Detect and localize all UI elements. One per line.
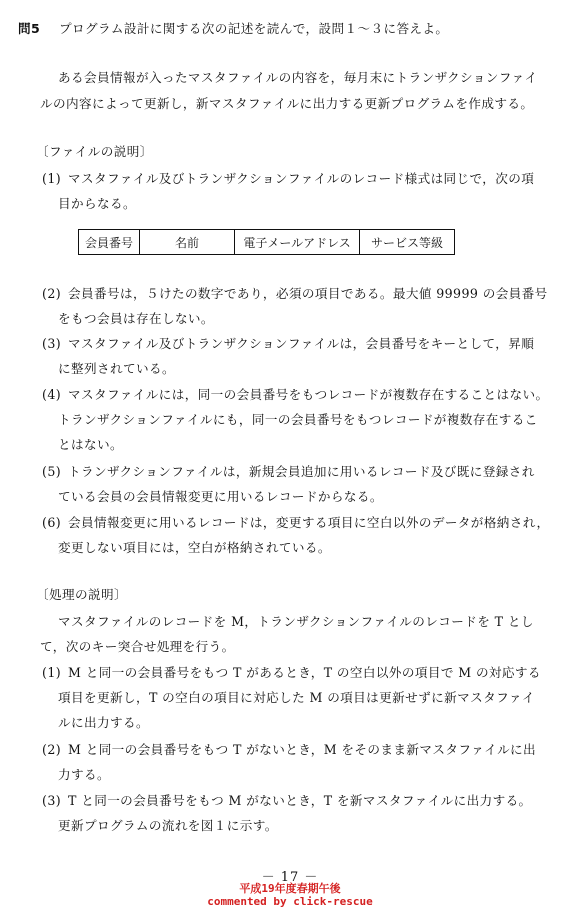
item-text: マスタファイルには，同一の会員番号をもつレコードが複数存在することはない。 <box>68 387 549 402</box>
file-item-6 <box>42 512 550 531</box>
intro-line-1: ある会員情報が入ったマスタファイルの内容を，毎月末にトランザクションファイ <box>58 70 538 85</box>
file-item-5 <box>42 461 535 480</box>
item-number: (1) <box>42 171 62 186</box>
process-item-2-cont: 力する。 <box>58 767 110 782</box>
process-item-1 <box>42 662 541 681</box>
intro-line-2: ルの内容によって更新し，新マスタファイルに出力する更新プログラムを作成する。 <box>40 96 534 111</box>
item-text: マスタファイル及びトランザクションファイルのレコード様式は同じで，次の項 <box>68 171 535 186</box>
file-item-5-cont: ている会員の会員情報変更に用いるレコードからなる。 <box>58 489 383 504</box>
item-text: 会員情報変更に用いるレコードは，変更する項目に空白以外のデータが格納され， <box>68 515 550 530</box>
file-item-1-cont: 目からなる。 <box>58 196 136 211</box>
file-item-3-cont: に整列されている。 <box>58 361 175 376</box>
process-item-2 <box>42 739 536 758</box>
item-text: M と同一の会員番号をもつ T がないとき，M をそのまま新マスタファイルに出 <box>68 742 537 757</box>
process-item-3-cont: 更新プログラムの流れを図１に示す。 <box>58 818 278 833</box>
file-item-6-cont: 変更しない項目には，空白が格納されている。 <box>58 540 331 555</box>
exam-session-label: 平成19年度春期午後 <box>239 882 341 895</box>
question-label: 問5 <box>18 21 41 36</box>
item-number: (5) <box>42 464 62 479</box>
process-item-3 <box>42 790 532 809</box>
field-service-grade: サービス等級 <box>360 230 455 255</box>
record-format-table <box>78 229 455 255</box>
question-header <box>18 18 448 37</box>
process-intro-1: マスタファイルのレコードを M，トランザクションファイルのレコードを T とし <box>58 614 534 629</box>
file-item-1 <box>42 168 534 187</box>
file-item-2-cont: をもつ会員は存在しない。 <box>58 311 214 326</box>
item-text: 会員番号は，５けたの数字であり，必須の項目である。最大値 99999 の会員番号 <box>68 286 548 301</box>
field-member-number: 会員番号 <box>79 230 140 255</box>
process-item-1-cont-2: ルに出力する。 <box>58 715 149 730</box>
item-number: (3) <box>42 336 62 351</box>
item-text: M と同一の会員番号をもつ T があるとき，T の空白以外の項目で M の対応する <box>68 665 541 680</box>
file-item-2 <box>42 283 548 302</box>
commentary-credit: commented by click-rescue <box>207 895 373 908</box>
item-text: T と同一の会員番号をもつ M がないとき，T を新マスタファイルに出力する。 <box>68 793 532 808</box>
item-text: マスタファイル及びトランザクションファイルは，会員番号をキーとして，昇順 <box>68 336 535 351</box>
file-item-4 <box>42 384 549 403</box>
field-name: 名前 <box>140 230 235 255</box>
item-number: (3) <box>42 793 62 808</box>
process-item-1-cont-1: 項目を更新し，T の空白の項目に対応した M の項目は更新せずに新マスタファイ <box>58 690 535 705</box>
field-email-address: 電子メールアドレス <box>235 230 360 255</box>
file-item-4-cont-2: とはない。 <box>58 437 123 452</box>
file-item-4-cont-1: トランザクションファイルにも，同一の会員番号をもつレコードが複数存在するこ <box>58 412 538 427</box>
item-number: (4) <box>42 387 62 402</box>
item-number: (1) <box>42 665 62 680</box>
question-text: プログラム設計に関する次の記述を読んで，設問１～３に答えよ。 <box>58 21 449 36</box>
file-item-3 <box>42 333 534 352</box>
item-number: (2) <box>42 742 62 757</box>
item-text: トランザクションファイルは，新規会員追加に用いるレコード及び既に登録され <box>68 464 535 479</box>
process-section-heading: 〔処理の説明〕 <box>36 587 127 602</box>
item-number: (6) <box>42 515 62 530</box>
file-section-heading: 〔ファイルの説明〕 <box>36 144 153 159</box>
item-number: (2) <box>42 286 62 301</box>
process-intro-2: て，次のキー突合せ処理を行う。 <box>40 639 235 654</box>
page-number: － 17 － <box>261 870 319 885</box>
